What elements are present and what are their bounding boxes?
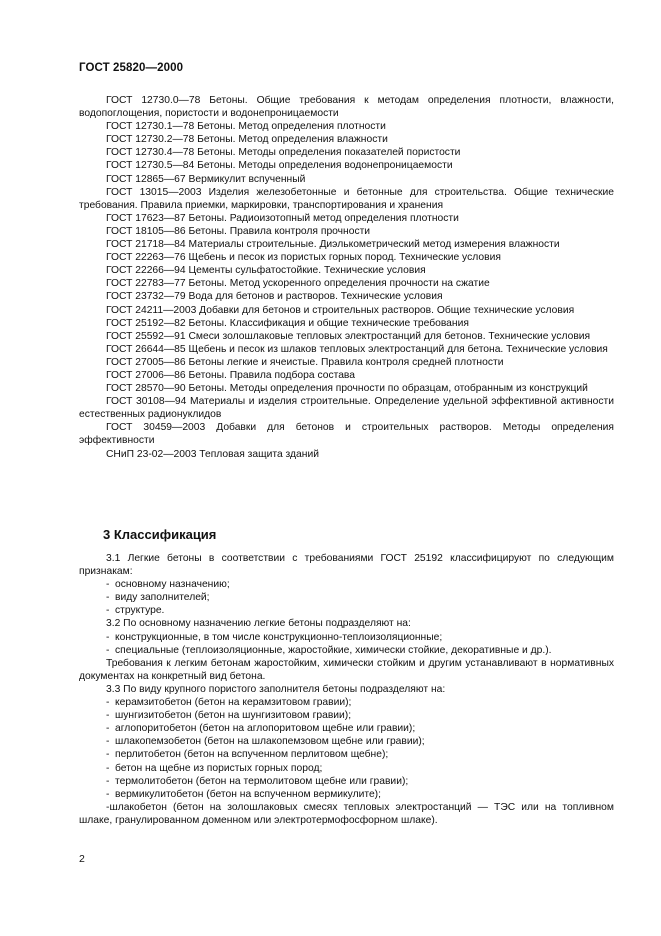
reference-item: ГОСТ 27005—86 Бетоны легкие и ячеистые. Правила контроля средней плотности (106, 356, 504, 368)
section-body (79, 552, 614, 827)
reference-item: ГОСТ 23732—79 Вода для бетонов и растворов. Технические условия (106, 291, 443, 303)
reference-item: ГОСТ 25192—82 Бетоны. Классификация и общие технические требования (106, 317, 469, 329)
list-item: - виду заполнителей; (106, 592, 210, 604)
list-item: - перлитобетон (бетон на вспученном перлитовом щебне); (106, 749, 389, 761)
reference-item: ГОСТ 22783—77 Бетоны. Метод ускоренного определения прочности на сжатие (106, 278, 490, 290)
reference-item: ГОСТ 24211—2003 Добавки для бетонов и строительных растворов. Общие технические условия (106, 304, 575, 316)
list-item: - основному назначению; (106, 579, 230, 591)
reference-item: ГОСТ 12730.5—84 Бетоны. Методы определения водонепроницаемости (106, 160, 453, 172)
list-item: - шунгизитобетон (бетон на шунгизитовом гравии); (106, 710, 352, 722)
reference-item: ГОСТ 12865—67 Вермикулит вспученный (106, 173, 306, 185)
reference-item: ГОСТ 18105—86 Бетоны. Правила контроля прочности (106, 225, 371, 237)
list-item: - специальные (теплоизоляционные, жаростойкие, химически стойкие, декоративные и др.). (106, 644, 552, 656)
list-item: - аглопоритобетон (бетон на аглопоритовом щебне или гравии); (106, 723, 416, 735)
list-item: - вермикулитобетон (бетон на вспученном вермикулите); (106, 788, 381, 800)
reference-item: ГОСТ 27006—86 Бетоны. Правила подбора состава (106, 369, 356, 381)
list-item: - конструкционные, в том числе конструкционно-теплоизоляционные; (106, 631, 443, 643)
reference-item: ГОСТ 28570—90 Бетоны. Методы определения прочности по образцам, отобранным из конструкций (106, 383, 588, 395)
reference-item: ГОСТ 30108—94 Материалы и изделия строительные. Определение удельной эффективной активности естественных радионуклидов (79, 396, 614, 421)
page-number: 2 (79, 853, 85, 865)
reference-item: ГОСТ 17623—87 Бетоны. Радиоизотопный метод определения плотности (106, 212, 459, 224)
reference-item: ГОСТ 12730.4—78 Бетоны. Методы определения показателей пористости (106, 147, 461, 159)
reference-item: ГОСТ 26644—85 Щебень и песок из шлаков тепловых электростанций для бетона. Технические условия (106, 343, 608, 355)
reference-item: ГОСТ 22263—76 Щебень и песок из пористых горных пород. Технические условия (106, 252, 501, 264)
reference-item: ГОСТ 13015—2003 Изделия железобетонные и бетонные для строительства. Общие технические требования. Правила приемки, маркировки, транспортирования и хранения (79, 186, 614, 211)
reference-item: СНиП 23-02—2003 Тепловая защита зданий (106, 448, 319, 460)
document-header: ГОСТ 25820—2000 (79, 62, 184, 74)
clause-3-3: 3.3 По виду крупного пористого заполнителя бетоны подразделяют на: (106, 683, 446, 695)
normative-references (79, 94, 614, 461)
reference-item: ГОСТ 12730.0—78 Бетоны. Общие требования к методам определения плотности, влажности, водопоглощения, пористости и водонепроницаемости (79, 95, 614, 120)
clause-3-2: 3.2 По основному назначению легкие бетоны подразделяют на: (106, 618, 411, 630)
list-item: - бетон на щебне из пористых горных пород; (106, 762, 323, 774)
list-item: - керамзитобетон (бетон на керамзитовом гравии); (106, 697, 352, 709)
list-item: - структуре. (106, 605, 165, 617)
list-item: - шлакопемзобетон (бетон на шлакопемзовом щебне или гравии); (106, 736, 425, 748)
list-item: - термолитобетон (бетон на термолитовом щебне или гравии); (106, 775, 409, 787)
section-title: 3 Классификация (103, 527, 217, 542)
reference-item: ГОСТ 30459—2003 Добавки для бетонов и строительных растворов. Методы определения эффективности (79, 422, 614, 447)
clause-3-2-note: Требования к легким бетонам жаростойким, химически стойким и другим устанавливают в нормативных документах на конкретный вид бетона. (79, 657, 614, 682)
reference-item: ГОСТ 25592—91 Смеси золошлаковые тепловых электростанций для бетонов. Технические условия (106, 330, 591, 342)
reference-item: ГОСТ 21718—84 Материалы строительные. Диэлькометрический метод измерения влажности (106, 239, 560, 251)
list-item: -шлакобетон (бетон на золошлаковых смесях тепловых электростанций — ТЭС или на топливном шлаке, гранулированном доменном или электротермофосфорном шлаке). (79, 801, 614, 826)
reference-item: ГОСТ 12730.1—78 Бетоны. Метод определения плотности (106, 121, 386, 133)
reference-item: ГОСТ 12730.2—78 Бетоны. Метод определения влажности (106, 134, 388, 146)
clause-3-1: 3.1 Легкие бетоны в соответствии с требованиями ГОСТ 25192 классифицируют по следующим признакам: (79, 553, 614, 578)
classification-section (79, 527, 614, 827)
reference-item: ГОСТ 22266—94 Цементы сульфатостойкие. Технические условия (106, 265, 426, 277)
